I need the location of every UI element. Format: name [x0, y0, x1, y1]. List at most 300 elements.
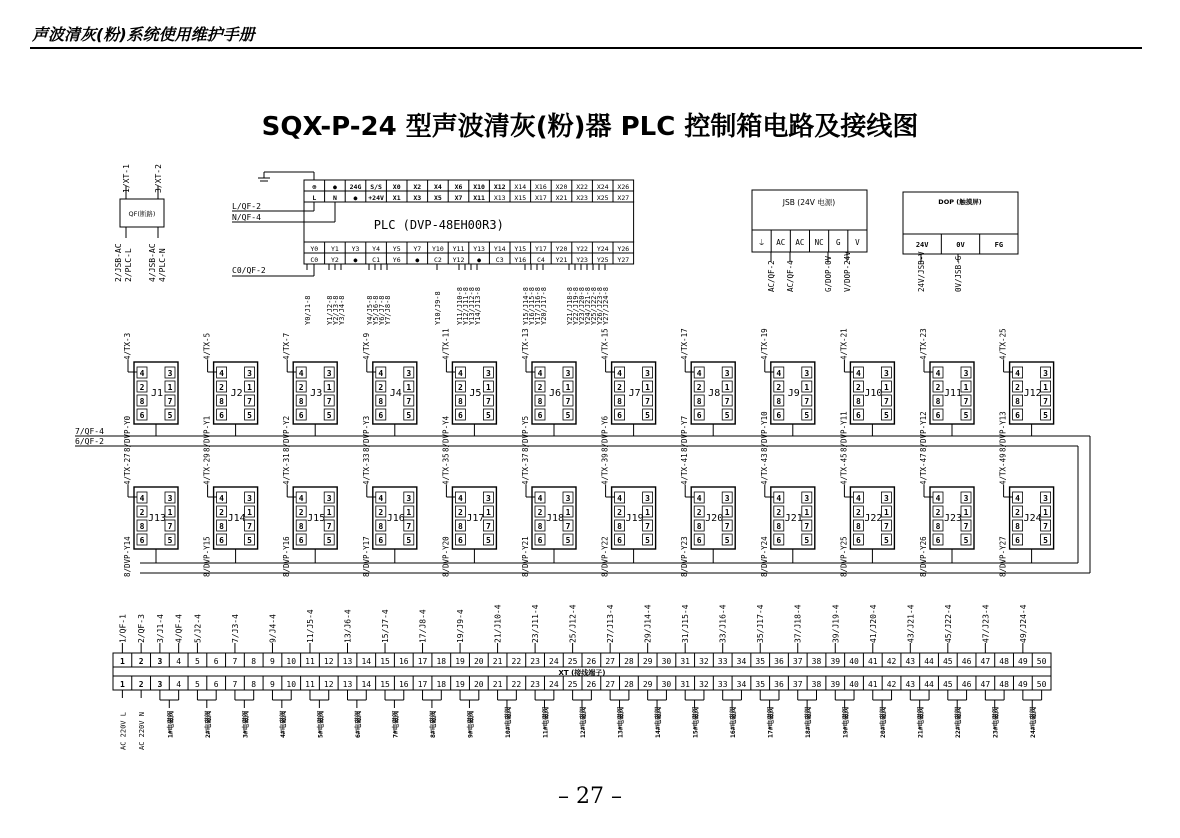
diagram-title: SQX-P-24 型声波清灰(粉)器 PLC 控制箱电路及接线图 [261, 112, 919, 142]
relay-pin-number: 3 [406, 369, 412, 378]
relay-name: J8 [708, 388, 721, 399]
relay-dvp-label: 8/DVP-Y17 [361, 536, 371, 577]
dop-wire-label: 0V/JSB-G [954, 255, 963, 292]
relay-pin-number: 6 [617, 536, 623, 545]
relay-pin-number: 3 [804, 369, 810, 378]
relay-tx-label: 4/TX-5 [202, 332, 212, 360]
terminal-number: 39 [830, 657, 841, 666]
plc-output-wire-label: Y21/J18-8 [566, 287, 574, 325]
plc-output-terminal-label: Y5 [392, 245, 401, 253]
relay-name: J10 [864, 388, 883, 399]
solenoid-label: 5#电磁阀 [316, 710, 325, 738]
plc-output-terminal-label: C0 [310, 256, 319, 264]
relay-tx-label: 4/TX-11 [441, 328, 451, 360]
relay-J6 [532, 362, 576, 424]
relay-pin-number: 8 [537, 397, 543, 406]
terminal-number: 16 [398, 680, 409, 689]
jsb-terminal-label: AC [795, 238, 805, 247]
relay-dvp-label: 8/DVP-Y15 [202, 536, 212, 577]
relay-pin-number: 5 [804, 411, 810, 420]
terminal-number: 29 [642, 680, 653, 689]
relay-pin-number: 2 [298, 383, 304, 392]
terminal-number: 12 [323, 657, 334, 666]
terminal-top-label: 27/J13-4 [606, 604, 616, 643]
terminal-number: 35 [755, 657, 766, 666]
relay-tx-label: 4/TX-25 [998, 328, 1008, 360]
plc-output-terminal-label: Y0 [310, 245, 319, 253]
relay-pin-number: 3 [645, 494, 651, 503]
plc-output-wire-label: Y0/J1-8 [304, 295, 312, 325]
relay-pin-number: 8 [617, 522, 623, 531]
relay-pin-number: 8 [378, 522, 384, 531]
plc-L-label: L/QF-2 [232, 202, 261, 211]
solenoid-label: 11#电磁阀 [541, 706, 550, 738]
relay-pin-number: 4 [617, 494, 623, 503]
relay-pin-number: 3 [167, 494, 173, 503]
relay-pin-number: 7 [1043, 522, 1049, 531]
relay-pin-number: 6 [139, 411, 145, 420]
relay-J3 [293, 362, 337, 424]
relay-dvp-label: 8/DVP-Y25 [839, 536, 849, 577]
relay-pin-number: 1 [485, 383, 491, 392]
relay-pin-number: 7 [724, 397, 730, 406]
solenoid-label: 10#电磁阀 [503, 706, 512, 738]
solenoid-label: 16#电磁阀 [729, 706, 738, 738]
relay-pin-number: 3 [406, 494, 412, 503]
relay-name: J24 [1023, 513, 1042, 524]
relay-J24 [1010, 487, 1054, 549]
relay-pin-number: 7 [326, 522, 332, 531]
relay-pin-number: 8 [776, 522, 782, 531]
relay-dvp-label: 8/DVP-Y23 [680, 536, 690, 577]
relay-pin-number: 5 [406, 411, 412, 420]
relay-pin-number: 5 [406, 536, 412, 545]
relay-pin-number: 8 [139, 522, 145, 531]
plc-output-terminal-label: Y24 [596, 245, 609, 253]
plc-output-wire-label: Y11/J10-8 [456, 287, 464, 325]
plc-output-terminal-label: Y10 [432, 245, 444, 253]
relay-pin-number: 8 [935, 397, 941, 406]
terminal-number: 26 [586, 657, 597, 666]
relay-pin-number: 7 [804, 522, 810, 531]
terminal-number: 29 [642, 657, 653, 666]
terminal-number: 1 [119, 680, 125, 689]
terminal-number: 25 [567, 680, 578, 689]
solenoid-label: 6#电磁阀 [353, 710, 362, 738]
relay-pin-number: 4 [776, 369, 782, 378]
relay-tx-label: 4/TX-47 [919, 453, 928, 485]
relay-name: J14 [227, 513, 246, 524]
relay-pin-number: 2 [696, 383, 702, 392]
terminal-number: 16 [398, 657, 409, 666]
relay-name: J1 [150, 388, 164, 399]
relay-pin-number: 5 [326, 411, 332, 420]
relay-tx-label: 4/TX-19 [759, 328, 769, 360]
relay-pin-number: 5 [167, 411, 173, 420]
plc-output-terminal-label: Y27 [617, 256, 630, 264]
relay-pin-number: 2 [855, 383, 861, 392]
relay-pin-number: 2 [696, 508, 702, 517]
relay-pin-number: 3 [167, 369, 173, 378]
relay-pin-number: 5 [883, 411, 889, 420]
plc-output-terminal-label: Y25 [596, 256, 609, 264]
solenoid-label: 19#电磁阀 [841, 706, 850, 738]
plc-output-wire-label: Y23/J20-8 [578, 287, 586, 325]
relay-dvp-label: 8/DVP-Y21 [521, 536, 530, 577]
relay-pin-number: 2 [776, 508, 782, 517]
relay-pin-number: 6 [219, 536, 225, 545]
relay-pin-number: 7 [167, 397, 173, 406]
terminal-number: 41 [867, 657, 878, 666]
relay-pin-number: 6 [696, 411, 702, 420]
terminal-number: 1 [119, 657, 125, 666]
plc-input-terminal-label: X20 [555, 183, 568, 191]
relay-pin-number: 4 [617, 369, 623, 378]
relay-tx-label: 4/TX-13 [521, 328, 530, 360]
plc-output-wire-label: Y1/J2-8 [326, 295, 334, 325]
dop-terminal-label: 0V [956, 241, 965, 249]
relay-dvp-label: 8/DVP-Y20 [441, 536, 451, 577]
terminal-number: 2 [138, 657, 144, 666]
relay-pin-number: 3 [485, 369, 491, 378]
solenoid-label: 4#电磁阀 [278, 710, 287, 738]
relay-pin-number: 8 [855, 397, 861, 406]
plc-output-terminal-label: Y20 [555, 245, 568, 253]
relay-pin-number: 5 [724, 536, 730, 545]
solenoid-label: 22#电磁阀 [954, 706, 963, 738]
relay-pin-number: 3 [645, 369, 651, 378]
terminal-number: 36 [774, 680, 784, 689]
plc-output-terminal-label: Y15 [514, 245, 527, 253]
power-label: AC 220V L [119, 712, 128, 750]
plc-input-terminal-label: X5 [433, 194, 442, 202]
breaker-output-label: 2/PLC-L [124, 248, 133, 282]
relay-pin-number: 6 [1015, 536, 1021, 545]
terminal-number: 28 [624, 680, 634, 689]
relay-J1 [134, 362, 178, 424]
terminal-number: 30 [661, 657, 672, 666]
relay-pin-number: 1 [326, 508, 332, 517]
power-label: AC 220V N [138, 712, 147, 750]
terminal-number: 43 [905, 680, 916, 689]
relay-name: J6 [548, 388, 562, 399]
relay-pin-number: 2 [617, 508, 623, 517]
relay-pin-number: 8 [1015, 522, 1021, 531]
breaker-output-label: 2/JSB-AC [114, 243, 123, 282]
relay-tx-label: 4/TX-7 [282, 332, 292, 360]
relay-pin-number: 1 [724, 383, 730, 392]
relay-pin-number: 3 [883, 369, 889, 378]
terminal-number: 50 [1036, 680, 1047, 689]
relay-pin-number: 1 [565, 383, 571, 392]
terminal-number: 24 [549, 657, 559, 666]
plc-input-terminal-label: X14 [514, 183, 527, 191]
relay-pin-number: 5 [326, 536, 332, 545]
relay-pin-number: 7 [883, 397, 889, 406]
relay-pin-number: 4 [219, 369, 225, 378]
relay-pin-number: 2 [537, 383, 543, 392]
terminal-number: 44 [924, 657, 934, 666]
relay-pin-number: 6 [617, 411, 623, 420]
terminal-top-label: 21/J10-4 [493, 604, 503, 643]
terminal-number: 27 [605, 680, 615, 689]
relay-dvp-label: 8/DVP-Y24 [759, 536, 769, 577]
relay-pin-number: 8 [617, 397, 623, 406]
terminal-top-label: 1/QF-1 [118, 614, 128, 643]
relay-pin-number: 5 [645, 536, 651, 545]
relay-J2 [214, 362, 258, 424]
relay-pin-number: 2 [298, 508, 304, 517]
relay-pin-number: 4 [776, 494, 782, 503]
terminal-top-label: 23/J11-4 [531, 604, 541, 643]
relay-tx-label: 4/TX-23 [919, 328, 928, 360]
terminal-number: 17 [417, 657, 428, 666]
relay-pin-number: 7 [724, 522, 730, 531]
relay-pin-number: 4 [139, 369, 145, 378]
terminal-top-label: 35/J17-4 [756, 604, 766, 643]
relay-pin-number: 5 [247, 536, 253, 545]
terminal-top-label: 33/J16-4 [718, 604, 728, 643]
terminal-number: 8 [251, 657, 257, 666]
plc-output-wire-label: Y26/J23-8 [596, 287, 604, 325]
relay-J4 [373, 362, 417, 424]
plc-output-terminal-label: Y22 [576, 245, 588, 253]
relay-pin-number: 5 [1043, 536, 1049, 545]
terminal-number: 14 [361, 657, 372, 666]
relay-pin-number: 3 [963, 494, 969, 503]
dop-terminal-label: 24V [915, 241, 929, 249]
relay-name: J12 [1023, 388, 1042, 399]
relay-pin-number: 6 [298, 411, 304, 420]
relay-pin-number: 2 [1015, 508, 1021, 517]
relay-dvp-label: 8/DVP-Y13 [998, 411, 1008, 452]
plc-output-terminal-label: Y16 [514, 256, 527, 264]
plc-input-terminal-label: X24 [596, 183, 609, 191]
relay-pin-number: 1 [963, 383, 969, 392]
terminal-number: 45 [942, 657, 953, 666]
relay-pin-number: 5 [485, 411, 491, 420]
relay-pin-number: 6 [776, 536, 782, 545]
relay-pin-number: 1 [406, 383, 412, 392]
terminal-number: 12 [323, 680, 334, 689]
terminal-top-label: 29/J14-4 [643, 604, 653, 643]
plc-output-wire-label: Y12/J11-8 [462, 287, 470, 325]
plc-output-wire-label: Y17/J16-8 [534, 287, 542, 325]
terminal-top-label: 15/J7-4 [381, 609, 391, 643]
relay-dvp-label: 8/DVP-Y5 [521, 415, 530, 452]
relay-pin-number: 5 [645, 411, 651, 420]
relay-pin-number: 4 [298, 369, 304, 378]
relay-pin-number: 7 [645, 397, 651, 406]
relay-tx-label: 4/TX-45 [839, 453, 849, 485]
relay-pin-number: 1 [167, 508, 173, 517]
relay-name: J11 [943, 388, 963, 399]
terminal-number: 24 [549, 680, 559, 689]
relay-pin-number: 1 [645, 508, 651, 517]
relay-pin-number: 7 [247, 397, 253, 406]
relay-pin-number: 8 [1015, 397, 1021, 406]
relay-pin-number: 4 [139, 494, 145, 503]
relay-pin-number: 3 [724, 494, 730, 503]
terminal-top-label: 17/J8-4 [418, 609, 428, 643]
relay-dvp-label: 8/DVP-Y16 [282, 536, 292, 577]
solenoid-label: 18#电磁阀 [804, 706, 813, 738]
plc-input-terminal-label: X12 [493, 183, 506, 191]
relay-name: J5 [469, 388, 482, 399]
terminal-top-label: 4/QF-4 [174, 614, 184, 643]
terminal-top-label: 5/J2-4 [193, 614, 203, 643]
relay-pin-number: 2 [378, 383, 384, 392]
relay-pin-number: 6 [139, 536, 145, 545]
relay-pin-number: 1 [645, 383, 651, 392]
plc-input-terminal-label: X27 [617, 194, 630, 202]
relay-pin-number: 1 [724, 508, 730, 517]
plc-input-terminal-label: X7 [454, 194, 463, 202]
terminal-number: 7 [232, 680, 238, 689]
plc-input-terminal-label: X13 [493, 194, 506, 202]
relay-pin-number: 4 [457, 369, 463, 378]
terminal-number: 7 [232, 657, 238, 666]
relay-pin-number: 1 [167, 383, 173, 392]
relay-name: J15 [307, 513, 326, 524]
relay-tx-label: 4/TX-49 [998, 453, 1008, 485]
jsb-title: JSB (24V 电源) [782, 198, 836, 207]
plc-input-terminal-label: X15 [514, 194, 527, 202]
dop-wire-label: 24V/JSB-V [917, 251, 926, 292]
plc-input-terminal-label: X26 [617, 183, 630, 191]
relay-pin-number: 7 [1043, 397, 1049, 406]
terminal-number: 38 [811, 657, 822, 666]
relay-dvp-label: 8/DVP-Y11 [839, 411, 849, 452]
terminal-number: 18 [436, 680, 447, 689]
plc-output-terminal-label: Y1 [330, 245, 339, 253]
plc-output-terminal-label: Y7 [413, 245, 422, 253]
plc-output-wire-label: Y15/J14-8 [522, 287, 530, 325]
plc-input-terminal-label: X17 [535, 194, 547, 202]
terminal-top-label: 13/J6-4 [343, 609, 353, 643]
plc-output-terminal-label: Y21 [555, 256, 568, 264]
relay-name: J18 [545, 513, 565, 524]
plc-input-terminal-label: X3 [413, 194, 422, 202]
relay-pin-number: 5 [485, 536, 491, 545]
jsb-terminal-label: G [835, 238, 841, 247]
terminal-top-label: 2/QF-3 [137, 614, 147, 643]
relay-pin-number: 4 [935, 369, 941, 378]
relay-pin-number: 7 [326, 397, 332, 406]
relay-pin-number: 7 [406, 397, 412, 406]
terminal-number: 46 [961, 657, 972, 666]
terminal-top-label: 37/J18-4 [793, 604, 803, 643]
relay-tx-label: 4/TX-39 [600, 453, 610, 485]
relay-pin-number: 8 [537, 522, 543, 531]
relay-pin-number: 5 [963, 411, 969, 420]
terminal-number: 40 [849, 657, 859, 666]
terminal-number: 11 [305, 657, 315, 666]
relay-name: J9 [787, 388, 800, 399]
jsb-wire-label: AC/QF-2 [767, 260, 776, 292]
relay-pin-number: 3 [1043, 369, 1049, 378]
plc-output-terminal-label: Y26 [617, 245, 630, 253]
terminal-number: 32 [699, 680, 709, 689]
relay-pin-number: 4 [457, 494, 463, 503]
terminal-number: 10 [286, 680, 297, 689]
terminal-number: 43 [905, 657, 916, 666]
terminal-number: 10 [286, 657, 297, 666]
relay-pin-number: 6 [1015, 411, 1021, 420]
plc-output-wire-label: Y4/J5-8 [366, 295, 374, 325]
relay-tx-label: 4/TX-31 [282, 453, 292, 485]
jsb-terminal-label: AC [776, 238, 786, 247]
plc-output-terminal-label: ● [353, 256, 358, 264]
relay-pin-number: 3 [565, 494, 571, 503]
relay-pin-number: 6 [696, 536, 702, 545]
solenoid-label: 14#电磁阀 [654, 706, 663, 738]
terminal-number: 22 [511, 680, 522, 689]
plc-output-terminal-label: ● [477, 256, 482, 264]
relay-J21 [771, 487, 815, 549]
terminal-top-label: 43/J21-4 [906, 604, 916, 643]
terminal-number: 20 [473, 680, 484, 689]
relay-pin-number: 2 [139, 508, 145, 517]
terminal-number: 48 [999, 657, 1009, 666]
plc-input-terminal-label: X6 [454, 183, 463, 191]
terminal-number: 4 [176, 680, 182, 689]
dop-title: DOP (触摸屏) [938, 198, 982, 206]
relay-pin-number: 5 [963, 536, 969, 545]
jsb-terminal-label: NC [814, 238, 824, 247]
relay-pin-number: 6 [776, 411, 782, 420]
terminal-number: 15 [380, 680, 390, 689]
solenoid-label: 17#电磁阀 [766, 706, 775, 738]
plc-output-terminal-label: Y11 [452, 245, 465, 253]
plc-output-terminal-label: ● [415, 256, 420, 264]
solenoid-label: 15#电磁阀 [691, 706, 700, 738]
relay-J19 [612, 487, 656, 549]
relay-pin-number: 7 [565, 397, 571, 406]
relay-pin-number: 6 [537, 411, 543, 420]
relay-dvp-label: 8/DVP-Y27 [998, 536, 1008, 577]
relay-J23 [930, 487, 974, 549]
jsb-wire-label: V/DOP-24V [843, 251, 852, 292]
plc-output-wire-label: Y22/J19-8 [572, 287, 580, 325]
relay-pin-number: 8 [219, 397, 225, 406]
plc-input-terminal-label: X23 [576, 194, 588, 202]
terminal-number: 14 [361, 680, 372, 689]
terminal-number: 50 [1036, 657, 1047, 666]
relay-name: J2 [230, 388, 243, 399]
relay-pin-number: 7 [485, 397, 491, 406]
relay-pin-number: 5 [565, 411, 571, 420]
relay-pin-number: 2 [219, 508, 225, 517]
relay-J13 [134, 487, 178, 549]
relay-pin-number: 3 [326, 494, 332, 503]
relay-tx-label: 4/TX-3 [123, 332, 132, 360]
relay-name: J17 [466, 513, 485, 524]
plc-output-wire-label: Y24/J21-8 [584, 287, 592, 325]
solenoid-label: 9#电磁阀 [466, 710, 475, 738]
relay-pin-number: 4 [855, 369, 861, 378]
relay-pin-number: 5 [1043, 411, 1049, 420]
relay-pin-number: 1 [247, 383, 253, 392]
breaker-output-label: 4/PLC-N [158, 248, 167, 282]
relay-pin-number: 7 [883, 522, 889, 531]
plc-output-wire-label: Y25/J22-8 [590, 287, 598, 325]
relay-pin-number: 4 [378, 494, 384, 503]
relay-pin-number: 2 [855, 508, 861, 517]
solenoid-label: 3#电磁阀 [241, 710, 250, 738]
plc-output-wire-label: Y27/J24-8 [602, 287, 610, 325]
solenoid-label: 13#电磁阀 [616, 706, 625, 738]
